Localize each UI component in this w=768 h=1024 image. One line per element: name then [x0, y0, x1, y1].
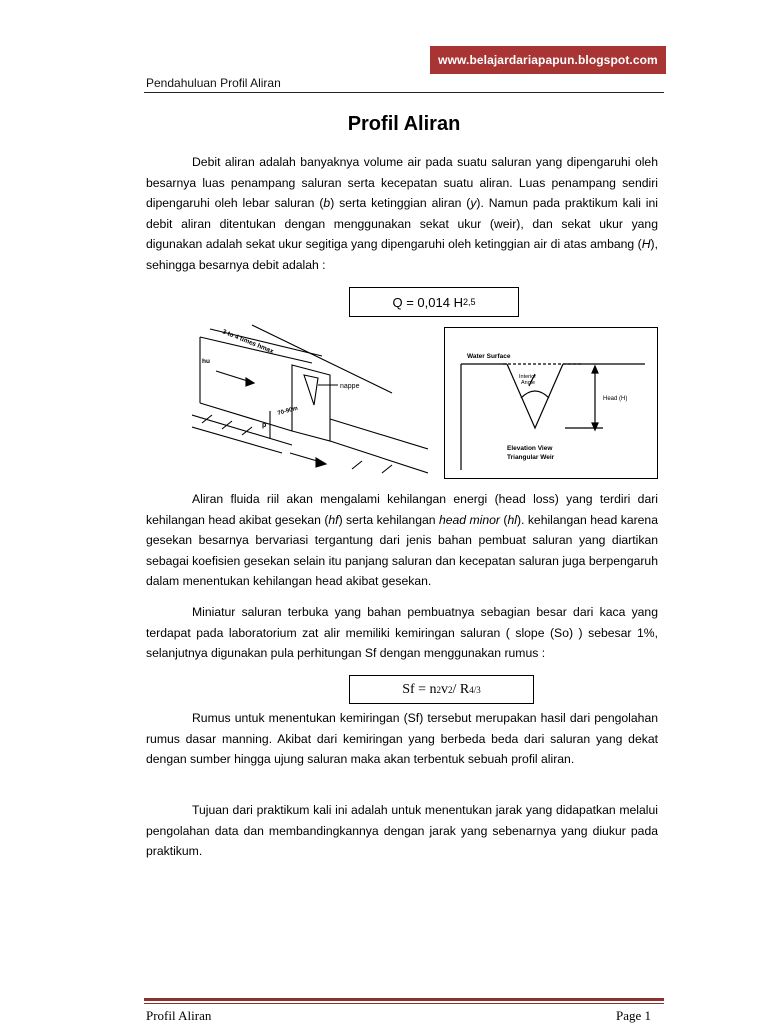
page-number: Page 1: [616, 1008, 652, 1023]
footer-title: Profil Aliran: [146, 1008, 212, 1023]
paragraph-tujuan: Tujuan dari praktikum kali ini adalah untuk menentukan jarak yang didapatkan melalui pengolahan data dan membandingkannya dengan jarak yang sebenarnya yang diukur pada praktikum.: [146, 803, 658, 858]
triangular-weir-diagram: [444, 327, 658, 479]
channel-weir-sketch: [192, 323, 428, 483]
fig1-label-hu: hu: [202, 358, 210, 365]
footer-divider-thin: [144, 1003, 664, 1004]
fig1-label-angle: 70-90m: [276, 405, 299, 417]
paragraph-miniatur-saluran: Miniatur saluran terbuka yang bahan pembuatnya sebagian besar dari kaca yang terdapat pada laboratorium zat alir memiliki kemiringan saluran ( slope (So) ) sebesar 1%, selanjutnya digunakan pula perhitungan Sf dengan menggunakan rumus :: [146, 605, 658, 660]
fig2-label-water-surface: Water Surface: [467, 353, 511, 360]
formula-sf: Sf = n 2 v 2 / R 4/3: [349, 675, 534, 704]
fig2-caption-elevation: Elevation View: [507, 445, 553, 452]
fig2-label-angle: Angle: [521, 380, 536, 386]
paragraph-head-loss: Aliran fluida riil akan mengalami kehilangan energi (head loss) yang terdiri dari kehilangan head akibat gesekan (hf) serta kehilangan head minor (hl). kehilangan head karena gesekan besarnya bervariasi tergantung dari jenis bahan pembuat saluran yang diartikan sebagai koefisien gesekan selain itu panjang saluran dan kecepatan saluran juga berpengaruh dalam menentukan kehilangan head akibat gesekan.: [146, 492, 658, 588]
header-divider: [144, 92, 664, 93]
fig2-label-interior: Interior: [519, 374, 537, 380]
fig2-label-head: Head (H): [603, 396, 628, 402]
paragraph-rumus-kemiringan: Rumus untuk menentukan kemiringan (Sf) tersebut merupakan hasil dari pengolahan rumus dasar manning. Akibat dari kemiringan yang berbeda beda dari saluran yang dekat dengan sumber hingga ujung saluran maka akan terbentuk sebuah profil aliran.: [146, 711, 658, 766]
running-header: Pendahuluan Profil Aliran: [146, 76, 281, 90]
page-title: Profil Aliran: [347, 113, 461, 135]
fig1-label-nappe: nappe: [340, 383, 360, 390]
website-banner[interactable]: www.belajardariapapun.blogspot.com: [430, 46, 666, 74]
footer-divider-thick: [144, 998, 664, 1001]
fig1-label-p: p: [262, 422, 267, 429]
formula-debit: Q = 0,014 H 2,5: [349, 287, 519, 317]
fig2-caption-weir: Triangular Weir: [507, 454, 555, 461]
fig1-label-length: 3 to 4 times hmax: [221, 328, 275, 356]
paragraph-debit-aliran: Debit aliran adalah banyaknya volume air pada suatu saluran yang dipengaruhi oleh besarnya luas penampang saluran serta kecepatan suatu aliran. Luas penampang sendiri dipengaruhi oleh lebar saluran (b) serta ketinggian aliran (y). Namun pada praktikum kali ini debit aliran ditentukan dengan menggunakan sekat ukur (weir), dan sekat ukur yang digunakan adalah sekat ukur segitiga yang dipengaruhi oleh ketinggian air di atas ambang (H), sehingga besarnya debit adalah :: [146, 155, 658, 272]
